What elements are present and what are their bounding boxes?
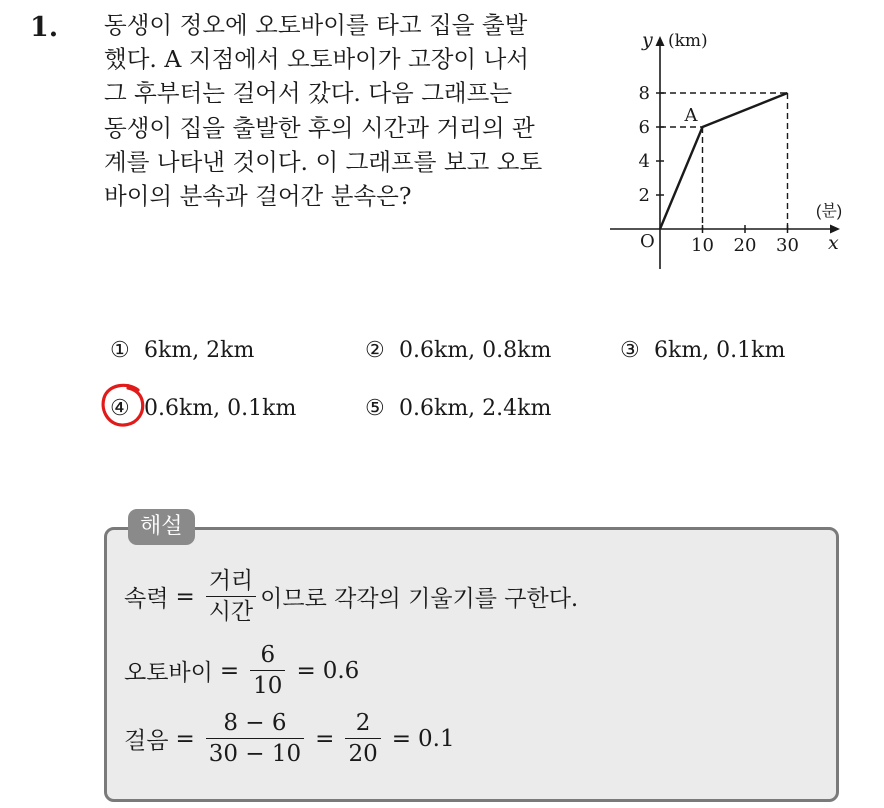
- equals-sign: =: [175, 725, 195, 752]
- choice-marker: ⑤: [365, 396, 385, 421]
- motorcycle-result: 0.6: [322, 657, 360, 684]
- question-line: 했다. A 지점에서 오토바이가 고장이 나서: [104, 45, 530, 74]
- question-line: 그 후부터는 걸어서 갔다. 다음 그래프는: [104, 79, 513, 108]
- y-tick-label: 8: [638, 83, 650, 104]
- fraction-denominator: 10: [250, 670, 285, 701]
- y-tick-label: 2: [638, 185, 650, 206]
- choice-3[interactable]: [620, 338, 785, 363]
- choice-text: 0.6km, 0.1km: [144, 396, 297, 421]
- motorcycle-label: 오토바이: [124, 660, 213, 686]
- choice-text: 6km, 0.1km: [654, 338, 786, 363]
- fraction-denominator: 20: [345, 738, 380, 769]
- solution-line-walking: [124, 708, 455, 769]
- question-line: 바이의 분속과 걸어간 분속은?: [104, 182, 412, 211]
- fraction-denominator: 시간: [206, 596, 256, 627]
- equals-sign: =: [315, 725, 335, 752]
- fraction-motorcycle: [250, 640, 285, 701]
- choice-marker: ④: [110, 396, 130, 421]
- solution-line-speed: [124, 566, 578, 627]
- choice-marker: ③: [620, 338, 640, 363]
- origin-label: O: [640, 231, 655, 252]
- fraction-numerator: 6: [260, 642, 276, 668]
- choice-text: 6km, 2km: [144, 338, 255, 363]
- choice-text: 0.6km, 2.4km: [399, 396, 552, 421]
- question-line: 계를 나타낸 것이다. 이 그래프를 보고 오토: [104, 147, 543, 176]
- choice-5[interactable]: [365, 396, 551, 421]
- choice-marker: ②: [365, 338, 385, 363]
- equals-sign: =: [391, 725, 411, 752]
- answer-circle-icon: [98, 380, 150, 432]
- choice-marker: ①: [110, 338, 130, 363]
- point-a-label: A: [684, 105, 698, 126]
- fraction-walking-simplified: [345, 708, 380, 769]
- choice-2[interactable]: [365, 338, 551, 363]
- question-number: 1.: [30, 12, 59, 43]
- x-tick-label: 10: [691, 235, 714, 256]
- question-line: 동생이 집을 출발한 후의 시간과 거리의 관: [104, 113, 535, 142]
- equals-sign: =: [296, 657, 316, 684]
- x-axis-unit: (분): [816, 203, 843, 220]
- equals-sign: =: [175, 583, 195, 610]
- x-tick-label: 30: [776, 235, 799, 256]
- fraction-numerator: 2: [355, 710, 371, 736]
- solution-line-motorcycle: [124, 640, 359, 701]
- speed-label: 속력: [124, 586, 169, 612]
- solution-description: 이므로 각각의 기울기를 구한다.: [260, 586, 579, 612]
- equals-sign: =: [219, 657, 240, 684]
- walking-result: 0.1: [418, 725, 455, 752]
- x-axis-variable: x: [828, 232, 839, 254]
- y-axis-unit: (km): [668, 31, 708, 51]
- y-tick-label: 4: [638, 151, 650, 172]
- fraction-numerator: 거리: [208, 568, 254, 594]
- walking-label: 걸음: [124, 728, 169, 754]
- x-tick-label: 20: [733, 235, 757, 256]
- solution-tag: 해설: [128, 509, 195, 545]
- choice-text: 0.6km, 0.8km: [399, 338, 552, 363]
- fraction-numerator: 8 − 6: [223, 710, 287, 736]
- y-tick-label: 6: [638, 117, 650, 138]
- fraction-denominator: 30 − 10: [206, 738, 304, 769]
- fraction-walking-diff: [206, 708, 304, 769]
- fraction-distance-over-time: [206, 566, 256, 627]
- y-axis-variable: y: [642, 29, 653, 51]
- choice-1[interactable]: [110, 338, 254, 363]
- question-line: 동생이 정오에 오토바이를 타고 집을 출발: [104, 11, 528, 39]
